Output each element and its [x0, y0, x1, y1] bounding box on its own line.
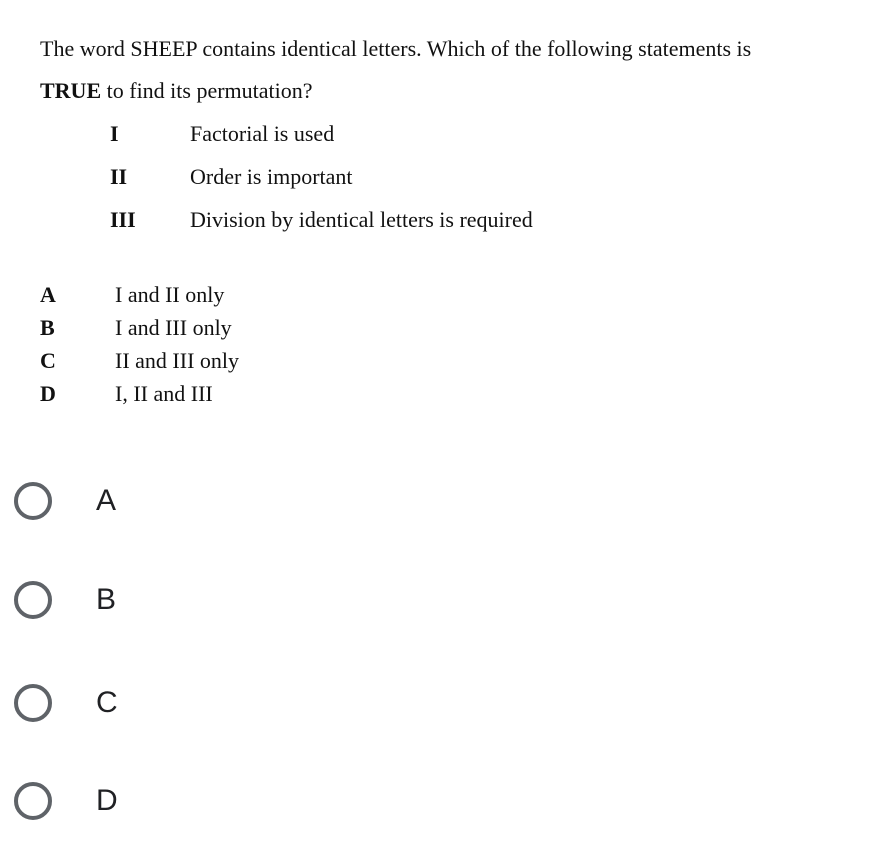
- choice-letter: A: [40, 281, 56, 307]
- statement-item: [110, 198, 533, 241]
- question-line-1: The word SHEEP contains identical letters. Which of the following statements is: [40, 36, 752, 61]
- answer-choice: [40, 344, 239, 377]
- statement-item: [110, 112, 533, 155]
- choice-text: I and II only: [115, 281, 225, 307]
- radio-option-c[interactable]: [14, 684, 118, 722]
- choice-letter: B: [40, 314, 55, 340]
- radio-button-b[interactable]: [14, 581, 52, 619]
- answer-choice: [40, 278, 239, 311]
- choice-letter: C: [40, 347, 56, 373]
- question-line-2: [40, 70, 860, 112]
- statement-text: Division by identical letters is required: [190, 206, 533, 232]
- statements-list: [110, 112, 533, 241]
- radio-label-a[interactable]: A: [96, 484, 117, 517]
- radio-label-d[interactable]: D: [96, 784, 118, 817]
- radio-option-d[interactable]: [14, 782, 118, 820]
- statement-number: II: [110, 163, 128, 189]
- radio-button-c[interactable]: [14, 684, 52, 722]
- radio-option-a[interactable]: [14, 482, 116, 520]
- choice-text: I and III only: [115, 314, 232, 340]
- radio-label-b[interactable]: B: [96, 583, 117, 616]
- statement-number: I: [110, 120, 119, 146]
- statement-text: Order is important: [190, 163, 353, 189]
- radio-label-c[interactable]: C: [96, 686, 118, 719]
- radio-button-a[interactable]: [14, 482, 52, 520]
- choice-text: I, II and III: [115, 380, 213, 406]
- statement-number: III: [110, 206, 136, 232]
- answer-choice: [40, 377, 239, 410]
- statement-item: [110, 155, 533, 198]
- question-text: [40, 28, 860, 112]
- choice-text: II and III only: [115, 347, 240, 373]
- radio-button-d[interactable]: [14, 782, 52, 820]
- question-emphasis: TRUE: [40, 78, 102, 103]
- statement-text: Factorial is used: [190, 120, 335, 146]
- choice-letter: D: [40, 380, 56, 406]
- radio-option-b[interactable]: [14, 581, 116, 619]
- answer-choices-list: [40, 278, 239, 410]
- answer-choice: [40, 311, 239, 344]
- question-line-2-rest: to find its permutation?: [101, 78, 313, 103]
